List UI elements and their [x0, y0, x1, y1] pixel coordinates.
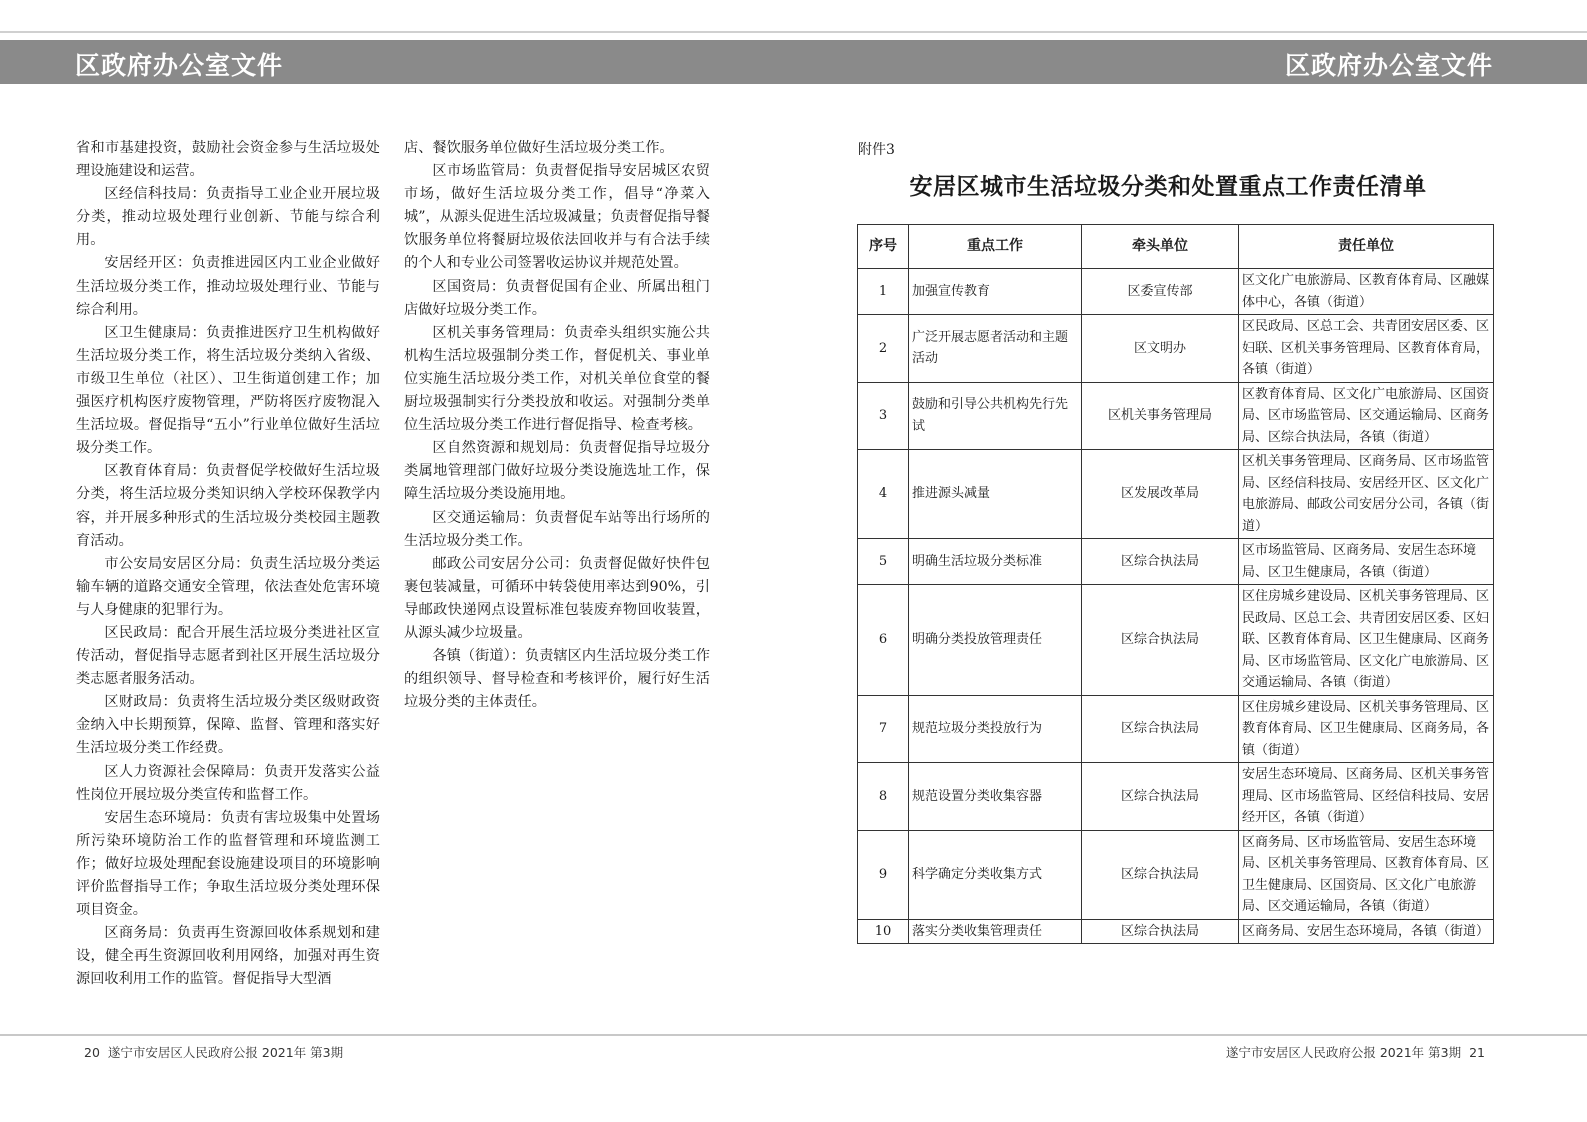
paragraph: 市公安局安居区分局：负责生活垃圾分类运输车辆的道路交通安全管理，依法查处危害环境与人身健康的犯罪行为。 [76, 555, 380, 618]
footer-left [76, 1043, 343, 1061]
cell-index: 9 [858, 830, 909, 919]
table-title: 安居区城市生活垃圾分类和处置重点工作责任清单 [909, 174, 1427, 200]
header-cell-lead: 牵头单位 [1082, 225, 1239, 269]
top-rule [0, 31, 1587, 33]
cell-lead: 区文明办 [1082, 315, 1239, 383]
paragraph: 区市场监管局：负责督促指导安居城区农贸市场，做好生活垃圾分类工作，倡导“净菜入城”，从源头促进生活垃圾减量；负责督促指导餐饮服务单位将餐厨垃圾依法回收并与有合法手续的个人和专业公司签署收运协议并规范处置。 [404, 163, 710, 272]
paragraph: 区民政局：配合开展生活垃圾分类进社区宣传活动，督促指导志愿者到社区开展生活垃圾分类志愿者服务活动。 [76, 624, 380, 688]
cell-lead: 区委宣传部 [1082, 269, 1239, 315]
cell-responsible: 区教育体育局、区文化广电旅游局、区国资局、区市场监管局、区交通运输局、区商务局、区综合执法局，各镇（街道） [1239, 382, 1494, 450]
paragraph: 安居经开区：负责推进园区内工业企业做好生活垃圾分类工作，推动垃圾处理行业、节能与综合利用。 [76, 255, 380, 318]
table-row [858, 695, 1494, 763]
left-page-column-1 [76, 137, 380, 991]
cell-lead: 区综合执法局 [1082, 695, 1239, 763]
cell-index: 7 [858, 695, 909, 763]
cell-lead: 区综合执法局 [1082, 539, 1239, 585]
paragraph: 区商务局：负责再生资源回收体系规划和建设，健全再生资源回收利用网络，加强对再生资源回收利用工作的监管。督促指导大型酒 [76, 925, 380, 988]
table-row [858, 315, 1494, 383]
cell-lead: 区综合执法局 [1082, 830, 1239, 919]
cell-index: 2 [858, 315, 909, 383]
cell-lead: 区综合执法局 [1082, 919, 1239, 944]
responsibility-table [857, 224, 1494, 944]
cell-task: 加强宣传教育 [909, 269, 1082, 315]
page-number-left: 20 [84, 1045, 100, 1060]
cell-responsible: 区文化广电旅游局、区教育体育局、区融媒体中心，各镇（街道） [1239, 269, 1494, 315]
cell-lead: 区发展改革局 [1082, 450, 1239, 539]
cell-responsible: 区市场监管局、区商务局、安居生态环境局、区卫生健康局，各镇（街道） [1239, 539, 1494, 585]
cell-responsible: 安居生态环境局、区商务局、区机关事务管理局、区市场监管局、区经信科技局、安居经开区，各镇（街道） [1239, 763, 1494, 831]
paragraph: 省和市基建投资，鼓励社会资金参与生活垃圾处理设施建设和运营。 [76, 140, 380, 180]
header-title-left: 区政府办公室文件 [75, 51, 284, 80]
cell-task: 落实分类收集管理责任 [909, 919, 1082, 944]
cell-index: 6 [858, 585, 909, 696]
publication-info-right: 遂宁市安居区人民政府公报 2021年 第3期 [1225, 1045, 1462, 1060]
paragraph: 店、餐饮服务单位做好生活垃圾分类工作。 [404, 140, 674, 156]
cell-lead: 区综合执法局 [1082, 585, 1239, 696]
cell-index: 8 [858, 763, 909, 831]
cell-responsible: 区民政局、区总工会、共青团安居区委、区妇联、区机关事务管理局、区教育体育局，各镇（街道） [1239, 315, 1494, 383]
cell-responsible: 区机关事务管理局、区商务局、区市场监管局、区经信科技局、安居经开区、区文化广电旅游局、邮政公司安居分公司，各镇（街道） [1239, 450, 1494, 539]
table-body [858, 269, 1494, 944]
cell-task: 推进源头减量 [909, 450, 1082, 539]
cell-index: 5 [858, 539, 909, 585]
table-row [858, 539, 1494, 585]
table-row [858, 919, 1494, 944]
cell-task: 规范设置分类收集容器 [909, 763, 1082, 831]
paragraph: 邮政公司安居分公司：负责督促做好快件包裹包装减量，可循环中转袋使用率达到90%，引导邮政快递网点设置标准包装废弃物回收装置，从源头减少垃圾量。 [404, 555, 710, 641]
table-row [858, 585, 1494, 696]
header-cell-responsible: 责任单位 [1239, 225, 1494, 269]
paragraph: 区经信科技局：负责指导工业企业开展垃圾分类，推动垃圾处理行业创新、节能与综合利用。 [76, 186, 380, 249]
attachment-label: 附件3 [858, 142, 895, 158]
table-row [858, 830, 1494, 919]
table-row [858, 763, 1494, 831]
paragraph: 区教育体育局：负责督促学校做好生活垃圾分类，将生活垃圾分类知识纳入学校环保教学内容，并开展多种形式的生活垃圾分类校园主题教育活动。 [76, 463, 380, 549]
table-row [858, 382, 1494, 450]
cell-task: 规范垃圾分类投放行为 [909, 695, 1082, 763]
paragraph: 各镇（街道）：负责辖区内生活垃圾分类工作的组织领导、督导检查和考核评价，履行好生活垃圾分类的主体责任。 [404, 648, 710, 711]
paragraph: 区自然资源和规划局：负责督促指导垃圾分类属地管理部门做好垃圾分类设施选址工作，保障生活垃圾分类设施用地。 [404, 440, 710, 503]
paragraph: 区财政局：负责将生活垃圾分类区级财政资金纳入中长期预算，保障、监督、管理和落实好生活垃圾分类工作经费。 [76, 694, 380, 757]
cell-responsible: 区住房城乡建设局、区机关事务管理局、区教育体育局、区卫生健康局、区商务局，各镇（街道） [1239, 695, 1494, 763]
paragraph: 区人力资源社会保障局：负责开发落实公益性岗位开展垃圾分类宣传和监督工作。 [76, 763, 380, 803]
paragraph: 区国资局：负责督促国有企业、所属出租门店做好垃圾分类工作。 [404, 278, 710, 318]
bottom-rule [0, 1034, 1587, 1036]
header-title-right: 区政府办公室文件 [1284, 51, 1493, 80]
cell-lead: 区机关事务管理局 [1082, 382, 1239, 450]
page-number-right: 21 [1469, 1045, 1485, 1060]
table-header-row [858, 225, 1494, 269]
cell-task: 明确生活垃圾分类标准 [909, 539, 1082, 585]
footer-right [1226, 1043, 1493, 1061]
cell-index: 4 [858, 450, 909, 539]
cell-responsible: 区商务局、安居生态环境局，各镇（街道） [1239, 919, 1494, 944]
paragraph: 区交通运输局：负责督促车站等出行场所的生活垃圾分类工作。 [404, 509, 710, 549]
cell-index: 3 [858, 382, 909, 450]
publication-info-left: 遂宁市安居区人民政府公报 2021年 第3期 [107, 1045, 344, 1060]
left-page-column-2 [404, 137, 710, 714]
cell-lead: 区综合执法局 [1082, 763, 1239, 831]
cell-task: 广泛开展志愿者活动和主题活动 [909, 315, 1082, 383]
paragraph: 区卫生健康局：负责推进医疗卫生机构做好生活垃圾分类工作，将生活垃圾分类纳入省级、市级卫生单位（社区）、卫生街道创建工作；加强医疗机构医疗废物管理，严防将医疗废物混入生活垃圾。督促指导“五小”行业单位做好生活垃圾分类工作。 [76, 324, 380, 457]
cell-task: 明确分类投放管理责任 [909, 585, 1082, 696]
cell-index: 10 [858, 919, 909, 944]
cell-responsible: 区商务局、区市场监管局、安居生态环境局、区机关事务管理局、区教育体育局、区卫生健康局、区国资局、区文化广电旅游局、区交通运输局，各镇（街道） [1239, 830, 1494, 919]
cell-task: 鼓励和引导公共机构先行先试 [909, 382, 1082, 450]
table-row [858, 269, 1494, 315]
table-row [858, 450, 1494, 539]
paragraph: 区机关事务管理局：负责牵头组织实施公共机构生活垃圾强制分类工作，督促机关、事业单位实施生活垃圾分类工作，对机关单位食堂的餐厨垃圾强制实行分类投放和收运。对强制分类单位生活垃圾分类工作进行督促指导、检查考核。 [404, 324, 710, 434]
cell-index: 1 [858, 269, 909, 315]
cell-task: 科学确定分类收集方式 [909, 830, 1082, 919]
header-cell-index: 序号 [858, 225, 909, 269]
paragraph: 安居生态环境局：负责有害垃圾集中处置场所污染环境防治工作的监督管理和环境监测工作；做好垃圾处理配套设施建设项目的环境影响评价监督指导工作；争取生活垃圾分类处理环保项目资金。 [76, 809, 380, 919]
header-cell-task: 重点工作 [909, 225, 1082, 269]
cell-responsible: 区住房城乡建设局、区机关事务管理局、区民政局、区总工会、共青团安居区委、区妇联、区教育体育局、区卫生健康局、区商务局、区市场监管局、区文化广电旅游局、区交通运输局、各镇（街道） [1239, 585, 1494, 696]
